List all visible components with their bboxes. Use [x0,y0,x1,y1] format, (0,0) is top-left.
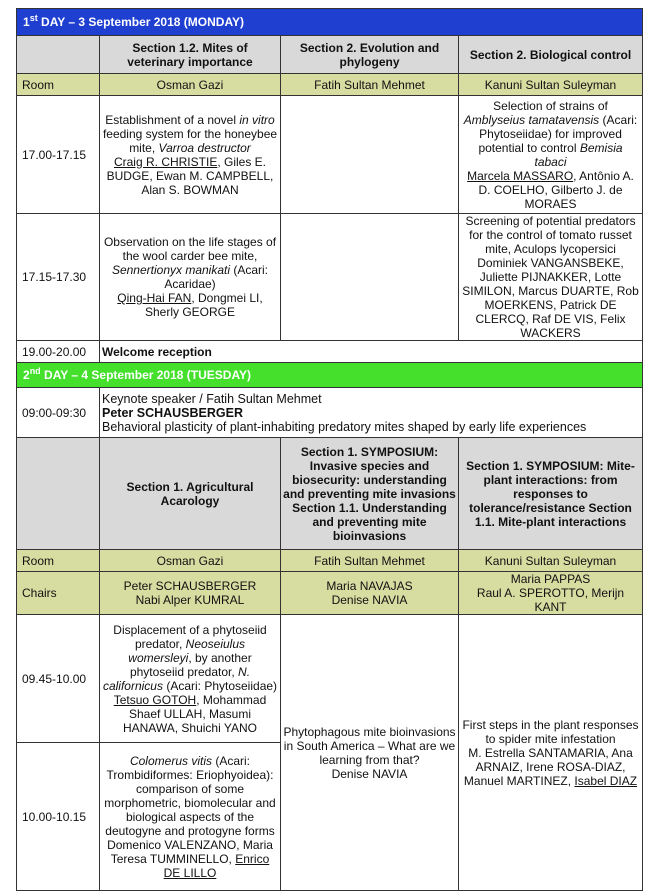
keynote-cell: Keynote speaker / Fatih Sultan Mehmet Peter SCHAUSBERGER Behavioral plasticity of plant-inhabiting predatory mites shaped by early life experiences [100,388,643,438]
day1-header-row [17,9,643,36]
time-cell: 09.45-10.00 [17,615,100,743]
day2-section-b: Section 1. SYMPOSIUM: Invasive species and biosecurity: understanding and preventing mite invasions Section 1.1. Understanding and preventing mite bioinvasions [281,438,459,550]
keynote-row [17,388,643,438]
day2-section-row [17,438,643,550]
chairs-b: Maria NAVAJAS Denise NAVIA [281,572,459,615]
room-b: Fatih Sultan Mehmet [281,74,459,96]
room-a: Osman Gazi [100,550,281,572]
day1-slot3-row [17,341,643,363]
time-cell: 10.00-10.15 [17,743,100,891]
talk-cell: Phytophagous mite bioinvasions in South America – What are we learning from that? Denise NAVIA [281,615,459,891]
presenting-author: Marcela MASSARO [467,168,574,183]
day2-section-c: Section 1. SYMPOSIUM: Mite-plant interactions: from responses to tolerance/resistance Section 1.1. Mite-plant interactions [459,438,643,550]
day1-room-row [17,74,643,96]
chairs-label: Chairs [17,572,100,615]
day2-room-row [17,550,643,572]
keynote-title: Behavioral plasticity of plant-inhabiting predatory mites shaped by early life experiences [102,419,587,434]
time-cell: 09:00-09:30 [17,388,100,438]
day1-section-a: Section 1.2. Mites of veterinary importance [100,36,281,74]
talk-cell: Selection of strains of Amblyseius tamatavensis (Acari: Phytoseiidae) for improved potential to control Bemisia tabaci Marcela MASSARO, Antônio A. D. COELHO, Gilberto J. de MORAES [459,96,643,214]
room-c: Kanuni Sultan Suleyman [459,74,643,96]
schedule-table [16,8,643,891]
event-cell: Welcome reception [100,341,643,363]
chairs-row [17,572,643,615]
time-cell: 17.00-17.15 [17,96,100,214]
day2-title: 2nd DAY – 4 September 2018 (TUESDAY) [17,363,643,388]
chairs-a: Peter SCHAUSBERGER Nabi Alper KUMRAL [100,572,281,615]
talk-cell: Screening of potential predators for the control of tomato russet mite, Aculops lycopersici Dominiek VANGANSBEKE, Juliette PIJNAKKER, Lotte SIMILON, Marcus DUARTE, Rob MOERKENS, Patrick DE CLERCQ, Raf DE VIS, Felix WACKERS [459,214,643,341]
room-label: Room [17,74,100,96]
day1-slot1-row [17,96,643,214]
presenting-author: Enrico DE LILLO [163,851,270,880]
day1-section-row [17,36,643,74]
chairs-c: Maria PAPPAS Raul A. SPEROTTO, Merijn KANT [459,572,643,615]
time-cell: 19.00-20.00 [17,341,100,363]
day1-section-b: Section 2. Evolution and phylogeny [281,36,459,74]
keynote-speaker: Peter SCHAUSBERGER [102,405,244,420]
talk-cell: Observation on the life stages of the wool carder bee mite, Sennertionyx manikati (Acari: Acaridae) Qing-Hai FAN, Dongmei LI, Sherly GEORGE [100,214,281,341]
room-b: Fatih Sultan Mehmet [281,550,459,572]
room-a: Osman Gazi [100,74,281,96]
talk-cell: First steps in the plant responses to spider mite infestation M. Estrella SANTAMARIA, Ana ARNAIZ, Irene ROSA-DIAZ, Manuel MARTINEZ, Isabel DIAZ [459,615,643,891]
time-cell: 17.15-17.30 [17,214,100,341]
day1-section-c: Section 2. Biological control [459,36,643,74]
presenting-author: Craig R. CHRISTIE [113,154,218,169]
day1-title: 1st DAY – 3 September 2018 (MONDAY) [17,9,643,36]
presenting-author: Tetsuo GOTOH [113,692,197,707]
presenting-author: Isabel DIAZ [574,773,638,788]
day2-section-a: Section 1. Agricultural Acarology [100,438,281,550]
talk-cell: Establishment of a novel in vitro feeding system for the honeybee mite, Varroa destructor Craig R. CHRISTIE, Giles E. BUDGE, Ewan M. CAMPBELL, Alan S. BOWMAN [100,96,281,214]
day1-slot2-row [17,214,643,341]
day2-slot1-row [17,615,643,743]
presenting-author: Qing-Hai FAN [117,291,192,305]
room-label: Room [17,550,100,572]
day2-header-row [17,363,643,388]
talk-cell: Colomerus vitis (Acari: Trombidiformes: Eriophyoidea): comparison of some morphometric, biomolecular and biological aspects of the deutogyne and protogyne forms Domenico VALENZANO, Maria Teresa TUMMINELLO, Enrico DE LILLO [100,743,281,891]
talk-cell: Displacement of a phytoseiid predator, Neoseiulus womersleyi, by another phytoseiid predator, N. californicus (Acari: Phytoseiidae) Tetsuo GOTOH, Mohammad Shaef ULLAH, Masumi HANAWA, Shuichi YANO [100,615,281,743]
room-c: Kanuni Sultan Suleyman [459,550,643,572]
